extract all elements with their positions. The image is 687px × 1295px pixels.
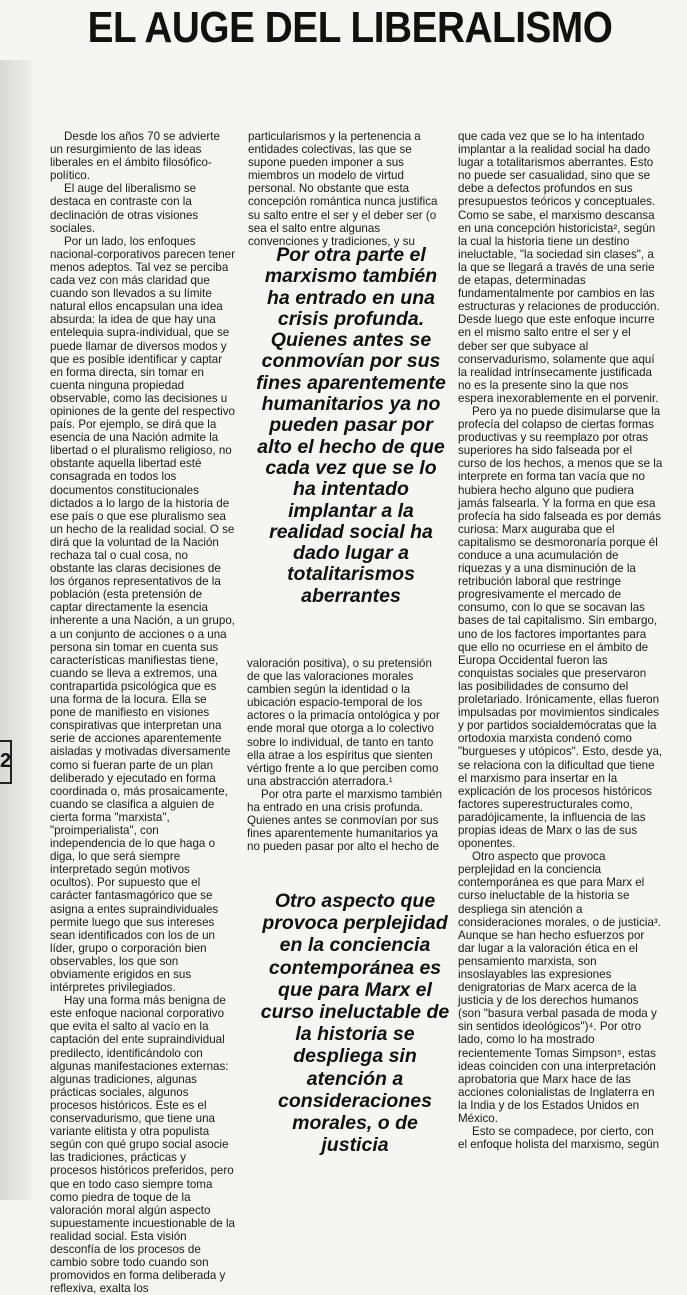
col3-paragraph: Otro aspecto que provoca perplejidad en la conciencia contemporánea es que para Marx el curso ineluctable de la historia se despliega sin atención a consideraciones morales, o de justicia³. Aunque se han hecho esfuerzos por dar lugar a la valoración ética en el pensamiento marxista, son insoslayables las expresiones denigratorias de Marx acerca de la justicia y de los derechos humanos (son "basura verbal pasada de moda y sin sentidos ideológicos")⁴. Por otro lado, como lo ha mostrado recientemente Tomas Simpson⁵, estas ideas coinciden con una interpretación aprobatoria que Marx hace de las acciones colonialistas de Inglaterra en la India y de los Estados Unidos en México. xyxy=(458,850,661,1126)
col2-paragraph: particularismos y la pertenencia a entidades colectivas, las que se supone pueden imponer a sus miembros un modelo de virtud personal. No obstante que esta concepción romántica nunca justifica su salto entre el ser y el deber ser (o sea el salto entre algunas convenciones y tradiciones, y su xyxy=(248,130,438,248)
pull-quote-marxism: Por otra parte el marxismo también ha entrado en una crisis profunda. Quienes antes se conmovían por sus fines aparentemente humanitarios ya no pueden pasar por alto el hecho de que cada vez que se lo ha intentado implantar a la realidad social ha dado lugar a totalitarismos aberrantes xyxy=(256,244,446,607)
column-2-top xyxy=(248,130,448,248)
col1-paragraph: Desde los años 70 se advierte un resurgimiento de las ideas liberales en el ámbito filosófico-político. xyxy=(50,130,220,183)
page-edge-shadow xyxy=(0,60,32,1200)
col3-paragraph: que cada vez que se lo ha intentado implantar a la realidad social ha dado lugar a totalitarismos aberrantes. Esto no puede ser casualidad, sino que se debe a defectos profundos en sus presupuestos teóricos y conceptuales. Como se sabe, el marxismo descansa en una concepción historicista², según la cual la historia tiene un destino ineluctable, "la sociedad sin clases", a la que se llegará a través de una serie de etapas, determinadas fundamentalmente por cambios en las estructuras y relaciones de producción. Desde luego que este enfoque incurre en el mismo salto entre el ser y el deber ser que subyace al conservadurismo, solamente que aquí la realidad intrínsecamente justificada no es la presente sino la que nos espera inexorablemente en el porvenir. xyxy=(458,130,660,405)
article-headline: EL AUGE DEL LIBERALISMO xyxy=(87,3,613,52)
col2-paragraph: Por otra parte el marxismo también ha entrado en una crisis profunda. Quienes antes se conmovían por sus fines aparentemente humanitarios ya no pueden pasar por alto el hecho de xyxy=(247,787,443,854)
column-2-middle xyxy=(247,657,445,853)
col2-paragraph: valoración positiva), o su pretensión de que las valoraciones morales cambien según la identidad o la ubicación espacio-temporal de los actores o la primacía ontológica y por ende moral que otorga a lo colectivo sobre lo individual, de tanto en tanto ella atrae a los espíritus que sienten vértigo frente a lo que perciben como una abstracción aterradora.¹ xyxy=(247,657,440,788)
col3-paragraph: Pero ya no puede disimularse que la profecía del colapso de ciertas formas productivas y su reemplazo por otras superiores ha sido falseada por el curso de los hechos, a menos que se la interprete en forma tan vacía que no hubiera hecho alguno que pudiera jamás falsearla. Y la forma en que esa profecía ha sido falseada es por demás curiosa: Marx auguraba que el capitalismo se desmoronaría porque él conduce a una acumulación de riquezas y a una disminución de la retribución laboral que restringe progresivamente el mercado de consumo, con lo que se socavan las bases de tal capitalismo. Sin embargo, uno de los factores importantes para que ello no ocurriese en el ámbito de Europa Occidental fueron las conquistas sociales que preservaron las posibilidades de consumo del proletariado. Irónicamente, ellas fueron impulsadas por movimientos sindicales y por partidos socialdemócratas que la ortodoxia marxista condenó como "burgueses y utópicos". Esto, desde ya, se relaciona con la dificultad que tiene el marxismo para insertar en la explicación de los procesos históricos factores superestructurales como, paradójicamente, la influencia de las propias ideas de Marx o las de sus oponentes. xyxy=(458,404,663,851)
pull-quote-perplexity: Otro aspecto que provoca perplejidad en la conciencia contemporánea es que para Marx el curso ineluctable de la historia se despliega sin atención a consideraciones morales, o de justicia xyxy=(260,890,450,1157)
column-3 xyxy=(458,130,663,1151)
col1-paragraph: Hay una forma más benigna de este enfoque nacional corporativo que evita el salto al vacío en la captación del ente supraindividual predilecto, identificándolo con algunas manifestaciones externas: algunas tradiciones, algunas prácticas sociales, algunos procesos históricos. Este es el conservadurismo, que tiene una variante elitista y otra populista según con qué grupo social asocie las tradiciones, prácticas y procesos históricos preferidos, pero que en todo caso siempre toma como piedra de toque de la valoración moral algún aspecto supuestamente incuestionable de la realidad social. Esta visión desconfía de los procesos de cambio sobre todo cuando son promovidos en forma deliberada y reflexiva, exalta los xyxy=(50,994,235,1295)
column-1 xyxy=(50,130,235,1295)
col1-paragraph: Por un lado, los enfoques nacional-corporativos parecen tener menos adeptos. Tal vez se perciba cada vez con más claridad que cuando son llevados a su límite natural ellos encapsulan una idea absurda: la idea de que hay una entelequia supra-individual, que se puede llamar de diversos modos y que es posible identificar y captar en forma directa, sin tomar en cuenta ninguna propiedad observable, como las decisiones u opiniones de la gente del respectivo país. Por ejemplo, se dirá que la esencia de una Nación admite la libertad o el pluralismo religioso, no obstante aquella libertad esté consagrada en todos los documentos constitucionales dictados a lo largo de la historia de ese país o que ese pluralismo sea un hecho de la realidad social. O se dirá que la voluntad de la Nación rechaza tal o cual cosa, no obstante las claras decisiones de los órganos representativos de la población (esta pretensión de captar directamente la esencia inherente a una Nación, a un grupo, a un conjunto de acciones o a una persona sin tomar en cuenta sus características manifiestas tiene, cuando se lleva a extremos, una contrapartida psicológica que es una forma de la locura. Ella se pone de manifiesto en visiones conspirativas que interpretan una serie de acciones aparentemente aisladas y motivadas diversamente como si fueran parte de un plan deliberado y ejecutado en forma coordinada o, más prosaicamente, cuando se clasifica a alguien de cierta forma "marxista", "proimperialista", con independencia de lo que haga o diga, lo que será siempre interpretado según motivos ocultos). Por supuesto que el carácter fantasmagórico que se asigna a entes supraindividuales permite luego que sus intereses sean identificados con los de un líder, grupo o corporación bien observables, los que son obviamente erigidos en sus intérpretes privilegiados. xyxy=(50,234,235,995)
col1-paragraph: El auge del liberalismo se destaca en contraste con la declinación de otras visiones sociales. xyxy=(50,182,199,235)
side-page-mark: 2 xyxy=(0,740,12,784)
col3-paragraph: Esto se compadece, por cierto, con el enfoque holista del marxismo, según xyxy=(458,1125,660,1152)
